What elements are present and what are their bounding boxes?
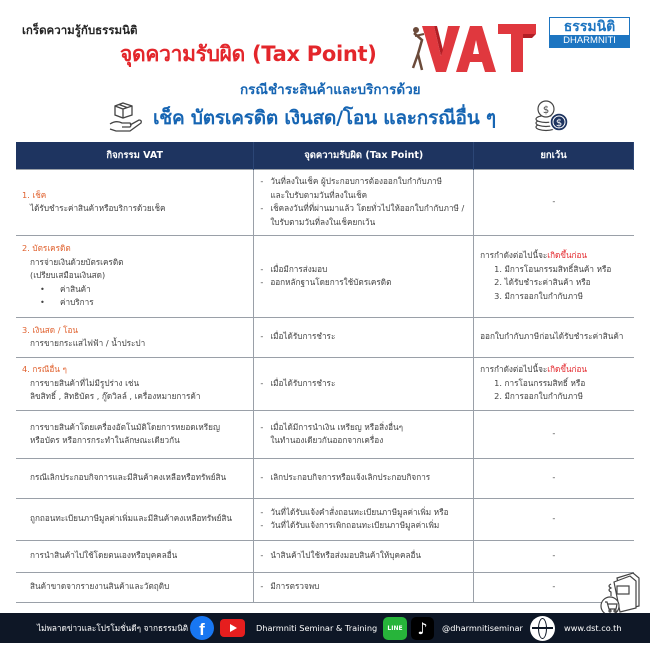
exception-cell [474, 357, 634, 410]
activity-cell [16, 498, 254, 540]
table-row [16, 458, 634, 498]
tax-point-line: เมื่อได้มีการนำเงิน เหรียญ หรือสิ่งอื่นๆ [270, 421, 403, 432]
letter-a [456, 26, 496, 72]
exception-intro: การกำดังต่อไปนี้จะ [480, 250, 548, 260]
tax-point-line: ในทำนองเดียวกันออกจากเครื่อง [270, 435, 384, 445]
tax-point-line: และใบรับตามวันที่ลงในเช็ค [270, 189, 368, 200]
exception-highlight: เกิดขึ้นก่อน [547, 250, 588, 260]
activity-cell [16, 540, 254, 572]
activity-cell [16, 458, 254, 498]
tax-point-line: เมื่อได้รับการชำระ [270, 331, 336, 342]
table-row [16, 410, 634, 458]
tax-point-cell: - เมื่อได้รับการชำระ [254, 317, 474, 357]
exception-highlight: เกิดขึ้นก่อน [547, 364, 588, 375]
column-header-exception: ยกเว้น [474, 142, 634, 169]
tax-point-line: นำสินค้าไปใช้หรือส่งมอบสินค้าให้บุคคลอื่น [270, 550, 422, 561]
tax-point-table [16, 142, 634, 603]
vat-3d-letters-illustration [408, 16, 538, 76]
tax-point-line: เมื่อมีการส่งมอบ [270, 263, 328, 274]
exception-item: 1. มีการโอนกรรมสิทธิ์สินค้า หรือ [494, 263, 612, 274]
activity-line: การจ่ายเงินด้วยบัตรเครดิต [30, 256, 124, 267]
activity-line: การนำสินค้าไปใช้โดยตนเองหรือบุคคลอื่น [30, 550, 178, 561]
table-row [16, 572, 634, 602]
exception-item: 2. ได้รับชำระค่าสินค้า หรือ [494, 277, 591, 287]
table-row [16, 169, 634, 235]
tax-point-line: เช็คลงวันที่ที่ผ่านมาแล้ว โดยทั่วไปให้ออกใบกำกับภาษี / [270, 203, 465, 213]
activity-line: การขายกระแสไฟฟ้า / น้ำประปา [30, 338, 146, 348]
tax-point-cell: - เมื่อได้มีการนำเงิน เหรียญ หรือสิ่งอื่นๆ ในทำนองเดียวกันออกจากเครื่อง [254, 410, 474, 458]
headline: เช็ค บัตรเครดิต เงินสด/โอน และกรณีอื่น ๆ [153, 107, 496, 129]
tax-point-line: วันที่ได้รับแจ้งคำสั่งถอนทะเบียนภาษีมูลค่าเพิ่ม หรือ [270, 506, 449, 517]
activity-line: สินค้าขาดจากรายงานสินค้าและวัตถุดิบ [30, 581, 170, 592]
letter-t [498, 24, 536, 72]
activity-line: ได้รับชำระค่าสินค้าหรือบริการด้วยเช็ค [30, 203, 166, 213]
subtitle: กรณีชำระสินค้าและบริการด้วย [240, 82, 421, 98]
tax-point-cell: - เมื่อมีการส่งมอบ - ออกหลักฐานโดยการใช้บัตรเครดิต [254, 235, 474, 317]
tax-point-cell: - เลิกประกอบกิจการหรือแจ้งเลิกประกอบกิจการ [254, 458, 474, 498]
channel-name-link[interactable]: Dharmniti Seminar & Training [256, 623, 378, 633]
activity-cell [16, 357, 254, 410]
table-row [16, 498, 634, 540]
social-handle-link[interactable]: @dharmnitiseminar [442, 623, 523, 633]
tax-point-line: มีการตรวจพบ [270, 581, 320, 592]
tax-point-line: วันที่ลงในเช็ค ผู้ประกอบการต้องออกใบกำกับภาษี [270, 176, 443, 186]
footer-bar [0, 613, 650, 643]
page-title: จุดความรับผิด (Tax Point) [120, 42, 377, 66]
facebook-icon[interactable]: f [190, 616, 214, 640]
activity-line: การขายสินค้าที่ไม่มีรูปร่าง เช่น [30, 377, 140, 388]
activity-line: ถูกถอนทะเบียนภาษีมูลค่าเพิ่มและมีสินค้าคงเหลือทรัพย์สิน [30, 513, 232, 524]
tax-point-cell: - เมื่อได้รับการชำระ [254, 357, 474, 410]
exception-cell: ออกใบกำกับภาษีก่อนได้รับชำระค่าสินค้า [474, 317, 634, 357]
activity-line: หรือบัตร หรือการกระทำในลักษณะเดียวกัน [30, 435, 180, 445]
row-title: 2. บัตรเครดิต [22, 243, 71, 254]
hand-with-box-icon [108, 100, 144, 134]
activity-line: การขายสินค้าโดยเครื่องอัตโนมัติโดยการหยอดเหรียญ [30, 421, 220, 432]
logo-english-text: DHARMNITI [550, 35, 629, 47]
activity-cell [16, 317, 254, 357]
exception-cell: - [474, 169, 634, 235]
row-title: 4. กรณีอื่น ๆ [22, 364, 67, 375]
table-row [16, 317, 634, 357]
table-row [16, 540, 634, 572]
table-header-row [16, 142, 634, 169]
exception-cell: - [474, 458, 634, 498]
svg-text:$: $ [555, 118, 563, 129]
letter-v [422, 26, 460, 72]
globe-icon[interactable] [530, 616, 555, 641]
activity-line: (เปรียบเสมือนเงินสด) [30, 270, 106, 281]
shopping-cart-documents-icon [595, 570, 645, 616]
footer-tagline: ไม่พลาดข่าวและโปรโมชั่นดีๆ จากธรรมนิติ [37, 622, 189, 633]
table-row [16, 235, 634, 317]
coins-dollar-icon [532, 100, 570, 134]
tax-point-line: เมื่อได้รับการชำระ [270, 377, 336, 388]
line-icon[interactable]: LINE [383, 617, 407, 640]
tax-point-cell: - วันที่ได้รับแจ้งคำสั่งถอนทะเบียนภาษีมูลค่าเพิ่ม หรือ - วันที่ได้รับแจ้งการเพิกถอนทะเบียนภาษีมูลค่าเพิ่ม [254, 498, 474, 540]
activity-cell [16, 169, 254, 235]
exception-cell [474, 235, 634, 317]
tiktok-icon[interactable]: ♪ [411, 617, 434, 640]
activity-cell [16, 235, 254, 317]
website-link[interactable]: www.dst.co.th [564, 623, 622, 633]
activity-cell [16, 410, 254, 458]
tax-point-line: ออกหลักฐานโดยการใช้บัตรเครดิต [270, 277, 392, 287]
row-title: 1. เช็ค [22, 189, 47, 200]
exception-cell: - [474, 572, 634, 602]
tax-point-line: เลิกประกอบกิจการหรือแจ้งเลิกประกอบกิจการ [270, 472, 431, 483]
tax-point-line: วันที่ได้รับแจ้งการเพิกถอนทะเบียนภาษีมูลค่าเพิ่ม [270, 520, 440, 530]
column-header-activity: กิจกรรม VAT [16, 142, 254, 169]
exception-item: 1. การโอนกรรมสิทธิ์ หรือ [494, 377, 586, 388]
activity-line: ลิขสิทธิ์ , สิทธิบัตร , กู๊ดวิลล์ , เครื่องหมายการค้า [30, 391, 201, 402]
row-title: 3. เงินสด / โอน [22, 324, 78, 335]
exception-item: 3. มีการออกใบกำกับภาษี [494, 290, 583, 301]
activity-bullet: • ค่าสินค้า [22, 283, 247, 297]
person-pushing-icon [413, 27, 424, 70]
exception-cell: - [474, 498, 634, 540]
youtube-icon[interactable] [220, 619, 245, 637]
tax-point-line: ใบรับตามวันที่ลงในเช็คยกเว้น [270, 216, 376, 227]
table-row [16, 357, 634, 410]
activity-line: กรณีเลิกประกอบกิจการและมีสินค้าคงเหลือหรือทรัพย์สิน [30, 472, 227, 483]
top-label: เกร็ดความรู้กับธรรมนิติ [22, 23, 138, 37]
exception-intro: การกำดังต่อไปนี้จะ [480, 364, 548, 375]
exception-cell: - [474, 540, 634, 572]
exception-item: 2. มีการออกใบกำกับภาษี [494, 391, 583, 402]
dharmniti-logo [549, 17, 630, 48]
exception-cell: - [474, 410, 634, 458]
activity-bullet: • ค่าบริการ [22, 296, 247, 310]
tax-point-cell: - มีการตรวจพบ [254, 572, 474, 602]
column-header-tax-point: จุดความรับผิด (Tax Point) [254, 142, 474, 169]
activity-cell [16, 572, 254, 602]
tax-point-cell: - นำสินค้าไปใช้หรือส่งมอบสินค้าให้บุคคลอื่น [254, 540, 474, 572]
svg-text:$: $ [542, 105, 550, 116]
tax-point-cell: - วันที่ลงในเช็ค ผู้ประกอบการต้องออกใบกำกับภาษี และใบรับตามวันที่ลงในเช็ค - เช็คลงวันที่ที่ผ่านมาแล้ว โดยทั่วไปให้ออกใบกำกับภาษี / ใบรับตามวันที่ลงในเช็คยกเว้น [254, 169, 474, 235]
logo-thai-text: ธรรมนิติ [563, 19, 616, 35]
